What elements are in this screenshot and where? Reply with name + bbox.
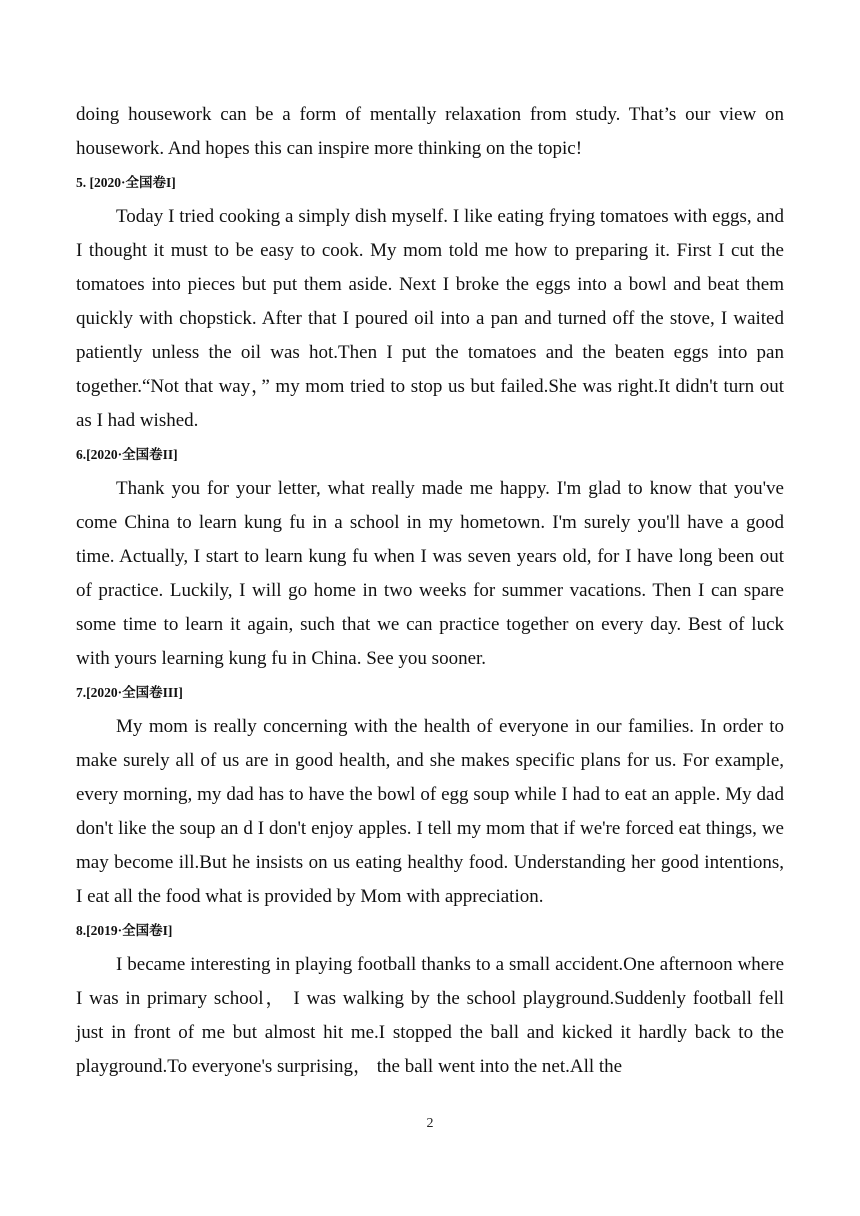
intro-paragraph: doing housework can be a form of mentally relaxation from study. That’s our view on housework. And hopes this can inspire more thinking on the topic!: [76, 104, 784, 159]
section-heading-7: 7.[2020·全国卷III]: [76, 685, 183, 700]
section-heading-6: 6.[2020·全国卷II]: [76, 447, 178, 462]
section-text-8: I became interesting in playing football thanks to a small accident.One afternoon where I was in primary school， I was walking by the school playground.Suddenly football fell just in front of me but almost hit me.I stopped the ball and kicked it hardly back to the playground.To everyone's surprising， the ball went into the net.All the: [76, 954, 784, 1077]
section-text-5: Today I tried cooking a simply dish myself. I like eating frying tomatoes with eggs, and I thought it must to be easy to cook. My mom told me how to preparing it. First I cut the tomatoes into pieces but put them aside. Next I broke the eggs into a bowl and beat them quickly with chopstick. After that I poured oil into a pan and turned off the stove, I waited patiently unless the oil was hot.Then I put the tomatoes and the beaten eggs into pan together.“Not that way，” my mom tried to stop us but failed.She was right.It didn't turn out as I had wished.: [76, 206, 784, 431]
page-body: [76, 98, 784, 1084]
section-heading-5: 5. [2020·全国卷I]: [76, 175, 176, 190]
section-text-6: Thank you for your letter, what really made me happy. I'm glad to know that you've come China to learn kung fu in a school in my hometown. I'm surely you'll have a good time. Actually, I start to learn kung fu when I was seven years old, for I have long been out of practice. Luckily, I will go home in two weeks for summer vacations. Then I can spare some time to learn it again, such that we can practice together on every day. Best of luck with yours learning kung fu in China. See you sooner.: [76, 478, 784, 669]
page-number: 2: [426, 1116, 434, 1131]
section-heading-8: 8.[2019·全国卷I]: [76, 923, 173, 938]
section-text-7: My mom is really concerning with the health of everyone in our families. In order to make surely all of us are in good health, and she makes specific plans for us. For example, every morning, my dad has to have the bowl of egg soup while I had to eat an apple. My dad don't like the soup an d I don't enjoy apples. I tell my mom that if we're forced eat things, we may become ill.But he insists on us eating healthy food. Understanding her good intentions, I eat all the food what is provided by Mom with appreciation.: [76, 716, 784, 907]
